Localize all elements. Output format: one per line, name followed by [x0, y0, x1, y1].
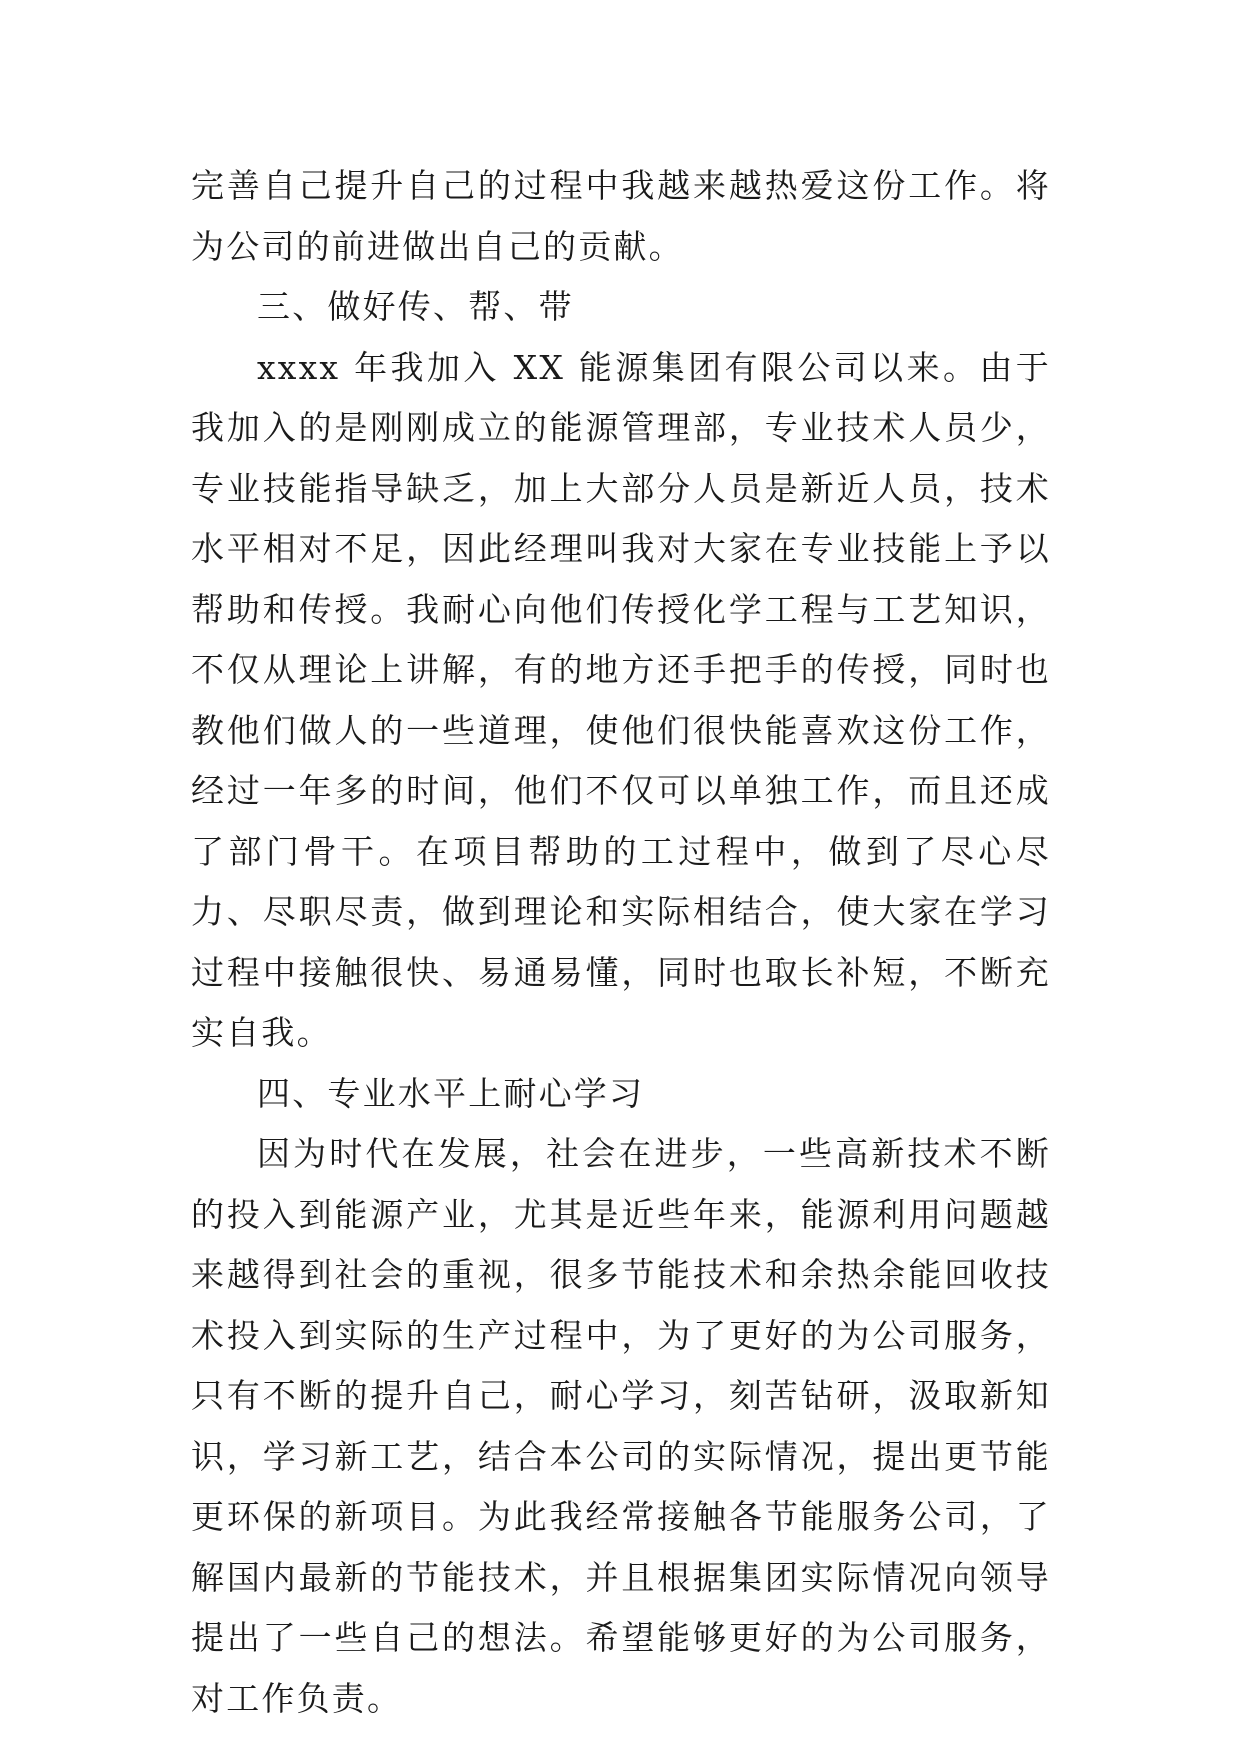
section-heading-4: 四、专业水平上耐心学习 [257, 1073, 645, 1113]
paragraph-section-4: 因为时代在发展，社会在进步，一些高新技术不断的投入到能源产业，尤其是近些年来，能源利用问题越来越得到社会的重视，很多节能技术和余热余能回收技术投入到实际的生产过程中，为了更好的为公司服务，只有不断的提升自己，耐心学习，刻苦钻研，汲取新知识，学习新工艺，结合本公司的实际情况，提出更节能更环保的新项目。为此我经常接触各节能服务公司，了解国内最新的节能技术，并且根据集团实际情况向领导提出了一些自己的想法。希望能够更好的为公司服务，对工作负责。 [191, 1134, 1051, 1718]
paragraph-continuation: 完善自己提升自己的过程中我越来越热爱这份工作。将为公司的前进做出自己的贡献。 [191, 166, 1051, 266]
paragraph-section-3: xxxx 年我加入 XX 能源集团有限公司以来。由于我加入的是刚刚成立的能源管理部，专业技术人员少，专业技能指导缺乏，加上大部分人员是新近人员，技术水平相对不足，因此经理叫我对大家在专业技能上予以帮助和传授。我耐心向他们传授化学工程与工艺知识，不仅从理论上讲解，有的地方还手把手的传授，同时也教他们做人的一些道理，使他们很快能喜欢这份工作，经过一年多的时间，他们不仅可以单独工作，而且还成了部门骨干。在项目帮助的工过程中，做到了尽心尽力、尽职尽责，做到理论和实际相结合，使大家在学习过程中接触很快、易通易懂，同时也取长补短，不断充实自我。 [191, 347, 1051, 1052]
section-heading-3: 三、做好传、帮、带 [257, 287, 574, 326]
document-body [191, 156, 1051, 1729]
